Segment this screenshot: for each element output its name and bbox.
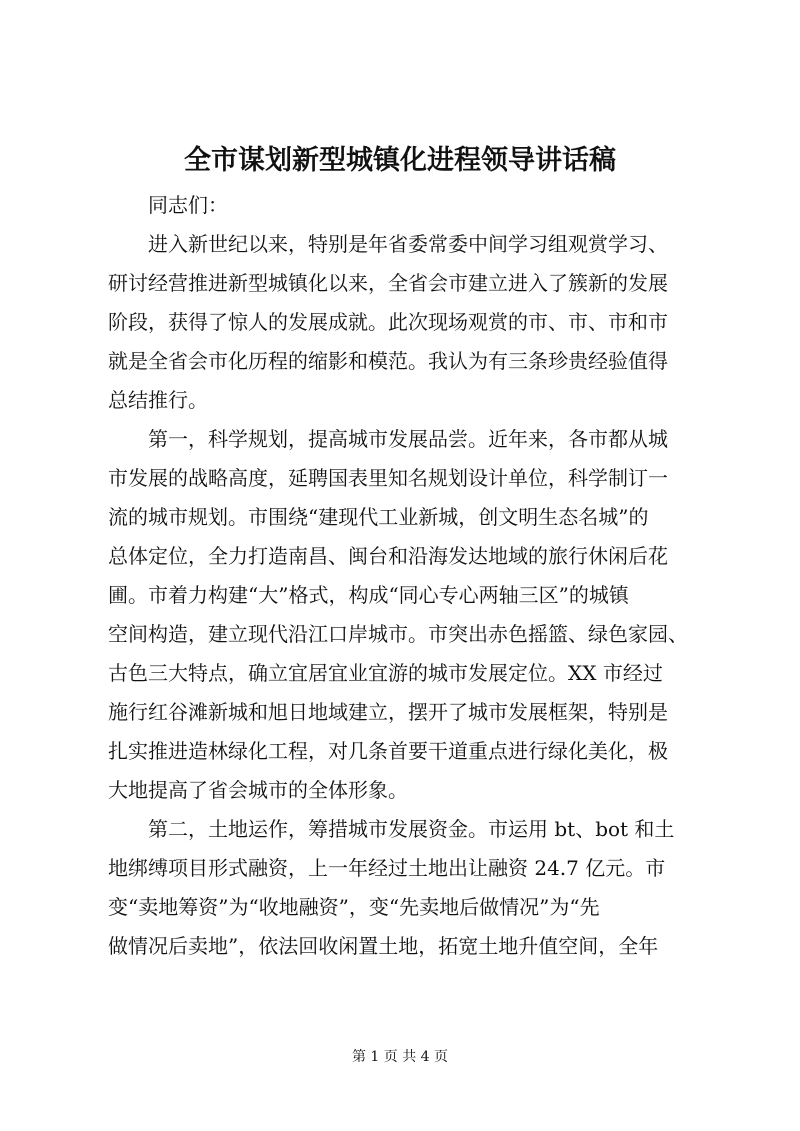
body-line: 流的城市规划。市围绕“建现代工业新城，创文明生态名城”的 [108,505,649,529]
body-line: 进入新世纪以来，特别是年省委常委中间学习组观赏学习、 [108,232,668,256]
body-line: 地绑缚项目形式融资，上一年经过土地出让融资 24.7 亿元。市 [108,856,666,880]
body-line: 扎实推进造林绿化工程，对几条首要干道重点进行绿化美化，极 [108,739,668,763]
body-line: 总体定位，全力打造南昌、闽台和沿海发达地域的旅行休闲后花 [108,544,668,568]
body-line: 同志们： [108,193,228,217]
body-line: 研讨经营推进新型城镇化以来，全省会市建立进入了簇新的发展 [108,271,668,295]
body-line: 圃。市着力构建“大”格式，构成“同心专心两轴三区”的城镇 [108,583,629,607]
body-line: 第二，土地运作，筹措城市发展资金。市运用 bt、bot 和土 [108,817,675,841]
body-line: 就是全省会市化历程的缩影和模范。我认为有三条珍贵经验值得 [108,349,668,373]
body-line: 做情况后卖地”，依法回收闲置土地，拓宽土地升值空间，全年 [108,934,659,958]
body-line: 第一，科学规划，提高城市发展品尝。近年来，各市都从城 [108,427,668,451]
document-body [108,186,700,966]
body-line: 古色三大特点，确立宜居宜业宜游的城市发展定位。XX 市经过 [108,661,663,685]
body-line: 变“卖地筹资”为“收地融资”，变“先卖地后做情况”为“先 [108,895,600,919]
page-footer: 第 1 页 共 4 页 [351,1049,449,1065]
document-title: 全市谋划新型城镇化进程领导讲话稿 [184,145,616,176]
body-line: 市发展的战略高度，延聘国表里知名规划设计单位，科学制订一 [108,466,668,490]
body-line: 阶段，获得了惊人的发展成就。此次现场观赏的市、市、市和市 [108,310,668,334]
body-line: 总结推行。 [108,388,208,412]
body-line: 空间构造，建立现代沿江口岸城市。市突出赤色摇篮、绿色家园、 [108,622,688,646]
body-line: 大地提高了省会城市的全体形象。 [108,778,408,802]
body-line: 施行红谷滩新城和旭日地域建立，摆开了城市发展框架，特别是 [108,700,668,724]
